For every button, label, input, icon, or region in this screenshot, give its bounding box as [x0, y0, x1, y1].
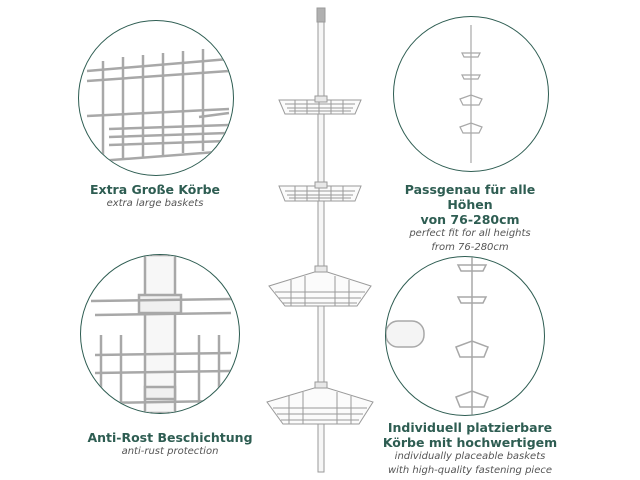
- full-height-rack-image: [394, 17, 548, 171]
- feature-placeable: [380, 420, 560, 478]
- feature-subtitle: extra large baskets: [106, 198, 204, 209]
- feature-title: Individuell platzierbare Körbe mit hochwertigem: [382, 420, 558, 450]
- feature-title: Passgenau für alle Höhen von 76-280cm: [404, 182, 536, 227]
- feature-subtitle: anti-rust protection: [121, 446, 219, 457]
- coated-pole-image: [81, 255, 239, 413]
- feature-anti-rust: [80, 430, 260, 459]
- anti-rust-circle: [80, 254, 240, 414]
- basket-mounts-image: [386, 257, 544, 415]
- basket-closeup-circle: [78, 20, 234, 176]
- placeable-baskets-circle: [385, 256, 545, 416]
- feature-subtitle: individually placeable baskets with high-quality fastening piece: [387, 451, 553, 476]
- feature-title: Anti-Rost Beschichtung: [87, 430, 253, 445]
- full-height-circle: [393, 16, 549, 172]
- feature-extra-large: [70, 182, 240, 211]
- feature-height-fit: [380, 182, 560, 255]
- feature-subtitle: perfect fit for all heights from 76-280cm: [409, 228, 531, 253]
- feature-title: Extra Große Körbe: [89, 182, 220, 197]
- basket-closeup-image: [79, 21, 233, 175]
- corner-shower-caddy-image: [255, 0, 385, 480]
